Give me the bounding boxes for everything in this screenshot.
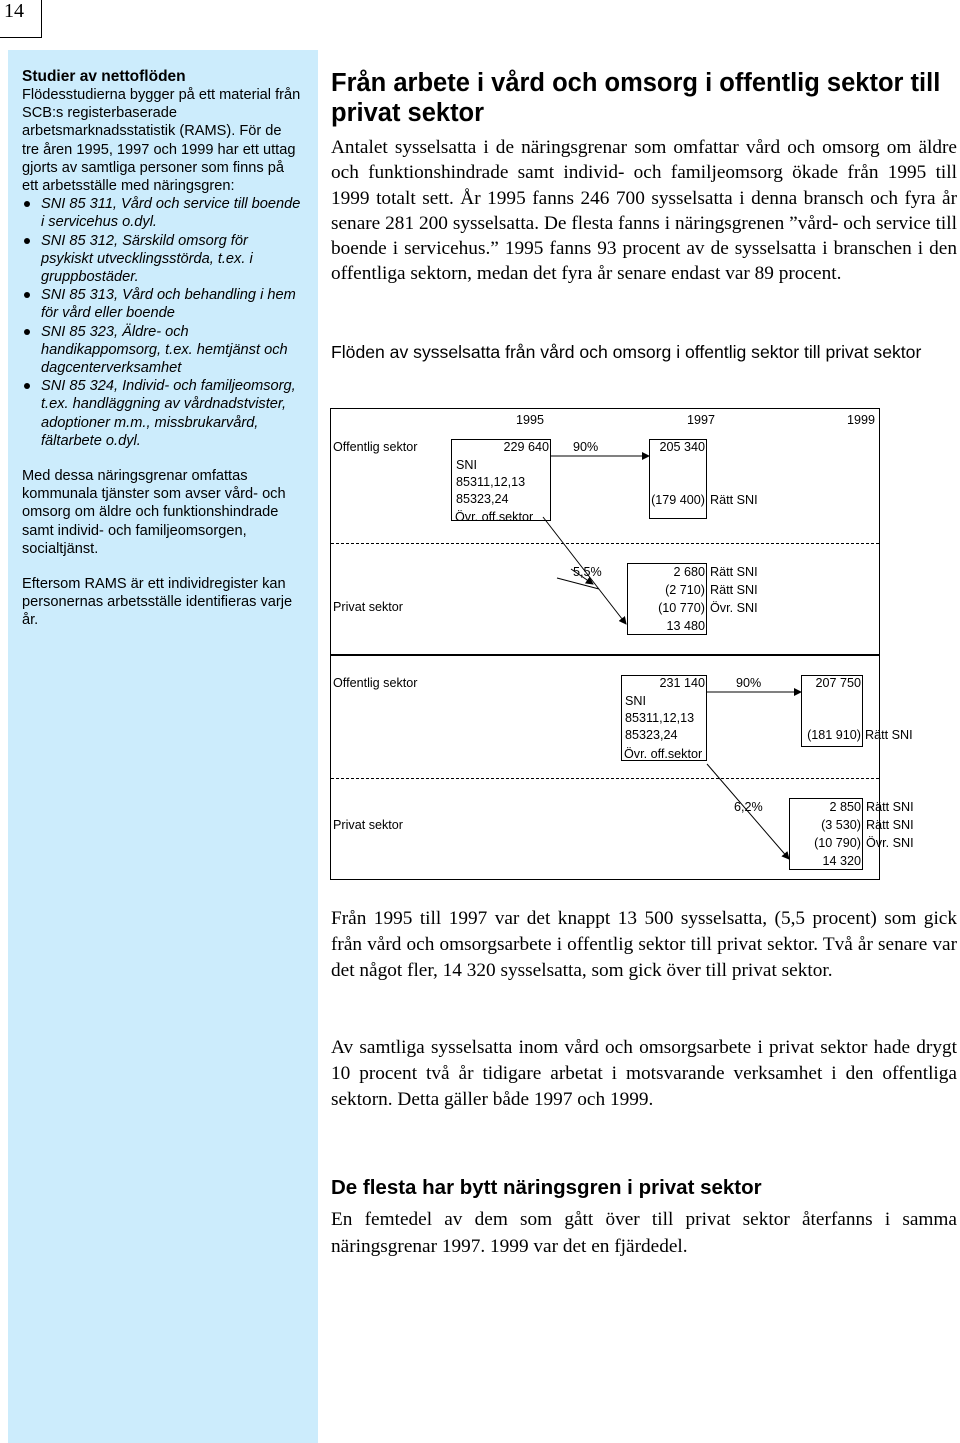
source-sni: SNI — [456, 458, 477, 472]
private-sector-label: Privat sektor — [333, 818, 403, 832]
public-sector-label: Offentlig sektor — [333, 676, 418, 690]
page-heading: Från arbete i vård och omsorg i offentlig sektor till privat sektor — [331, 69, 941, 127]
sni-list-item: SNI 85 323, Äldre- och handikappomsorg, t.ex. hemtjänst och dagcenterverksamhet — [22, 323, 302, 378]
private-value: 2 680 — [673, 565, 705, 579]
same-sni-label: Rätt SNI — [710, 493, 758, 507]
same-sni-label: Rätt SNI — [710, 583, 758, 597]
private-total: 14 320 — [822, 854, 861, 868]
private-same: (3 530) — [821, 818, 861, 832]
public-dest-same: (179 400) — [651, 493, 705, 507]
move-percent: 5,5% — [573, 565, 602, 579]
source-codes: 85311,12,13 — [456, 475, 526, 489]
source-other: Övr. off.sektor — [455, 510, 534, 524]
sni-list-item: SNI 85 324, Individ- och familjeomsorg, t.ex. handläggning av vårdnadstvister, adoptioner m.m., missbrukarvård, fältarbete o.dyl. — [22, 377, 302, 450]
source-codes: 85323,24 — [625, 728, 678, 742]
private-same: (2 710) — [665, 583, 705, 597]
source-value: 229 640 — [503, 440, 549, 454]
year-1995: 1995 — [516, 413, 545, 427]
move-percent: 6,2% — [734, 800, 763, 814]
public-dest-value: 205 340 — [659, 440, 705, 454]
same-sni-label: Rätt SNI — [866, 800, 914, 814]
stay-percent: 90% — [573, 440, 599, 454]
source-value: 231 140 — [659, 676, 705, 690]
panel-divider — [331, 654, 879, 656]
sni-list-item: SNI 85 311, Vård och service till boende i servicehus o.dyl. — [22, 195, 302, 231]
private-total: 13 480 — [666, 619, 705, 633]
year-1999: 1999 — [847, 413, 876, 427]
page-number: 14 — [0, 0, 42, 38]
flow-diagram — [330, 408, 914, 880]
sector-divider — [331, 778, 879, 779]
sni-list-item: SNI 85 313, Vård och behandling i hem för vård eller boende — [22, 286, 302, 322]
sni-list — [22, 195, 302, 450]
sidebar-box — [8, 50, 318, 1443]
figure-caption: Flöden av sysselsatta från vård och omsorg i offentlig sektor till privat sektor — [331, 342, 922, 362]
sidebar-para-intro: Flödesstudierna bygger på ett material från SCB:s registerbaserade arbetsmarknadsstatistik (RAMS). För de tre åren 1995, 1997 och 1999 har ett uttag gjorts av samtliga personer som finns på ett arbetsställe med näringsgren: — [22, 87, 301, 195]
year-1997: 1997 — [687, 413, 716, 427]
public-sector-label: Offentlig sektor — [333, 440, 418, 454]
body-paragraph: En femtedel av dem som gått över till privat sektor återfanns i samma näringsgrenar 1997. 1999 var det en fjärdedel. — [331, 1209, 957, 1257]
private-other: (10 770) — [658, 601, 705, 615]
sidebar-title: Studier av nettoflöden — [22, 68, 186, 85]
source-sni: SNI — [625, 694, 646, 708]
private-other: (10 790) — [814, 836, 861, 850]
private-value: 2 850 — [829, 800, 861, 814]
sidebar-para-scope: Med dessa näringsgrenar omfattas kommunala tjänster som avser vård- och omsorg om äldre och funktionshindrade samt individ- och familjeomsorgen, socialtjänst. — [22, 468, 286, 557]
same-sni-label: Rätt SNI — [710, 565, 758, 579]
other-sni-label: Övr. SNI — [710, 601, 758, 615]
body-paragraph: Av samtliga sysselsatta inom vård och omsorgsarbete i privat sektor hade drygt 10 procent två år tidigare arbetat i motsvarande verksamhet i den offentliga sektorn. Detta gäller både 1997 och 1999. — [331, 1037, 957, 1110]
public-dest-value: 207 750 — [815, 676, 861, 690]
same-sni-label: Rätt SNI — [866, 818, 914, 832]
sector-divider — [331, 543, 879, 544]
sni-list-item: SNI 85 312, Särskild omsorg för psykiskt utvecklingsstörda, t.ex. i gruppbostäder. — [22, 232, 302, 287]
same-sni-label: Rätt SNI — [865, 728, 913, 742]
other-sni-label: Övr. SNI — [866, 836, 914, 850]
section-heading: De flesta har bytt näringsgren i privat sektor — [331, 1176, 762, 1199]
public-dest-same: (181 910) — [807, 728, 861, 742]
private-sector-label: Privat sektor — [333, 600, 403, 614]
intro-paragraph: Antalet sysselsatta i de näringsgrenar som omfattar vård och omsorg om äldre och funktionshindrade samt individ- och familjeomsorg ökade från 1995 till 1999 totalt sett. År 1995 fanns 246 700 sysselsatta i denna bransch och fyra år senare 281 200 sysselsatta. De flesta fanns i näringsgrenen ”vård- och service till boende i servicehus.” 1995 fanns 93 procent av de sysselsatta i branschen i den offentliga sektorn, medan det fyra år senare endast var 89 procent. — [331, 137, 957, 285]
source-codes: 85311,12,13 — [625, 711, 695, 725]
body-paragraph: Från 1995 till 1997 var det knappt 13 500 sysselsatta, (5,5 procent) som gick från vård och omsorgsarbete i offentlig sektor till privat sektor. Två år senare var det något fler, 14 320 sysselsatta, som gick över till privat sektor. — [331, 908, 957, 981]
source-other: Övr. off.sektor — [624, 747, 703, 761]
sidebar-para-rams: Eftersom RAMS är ett individregister kan personernas arbetsställe identifieras varje år. — [22, 576, 293, 629]
source-codes: 85323,24 — [456, 492, 509, 506]
stay-percent: 90% — [736, 676, 762, 690]
